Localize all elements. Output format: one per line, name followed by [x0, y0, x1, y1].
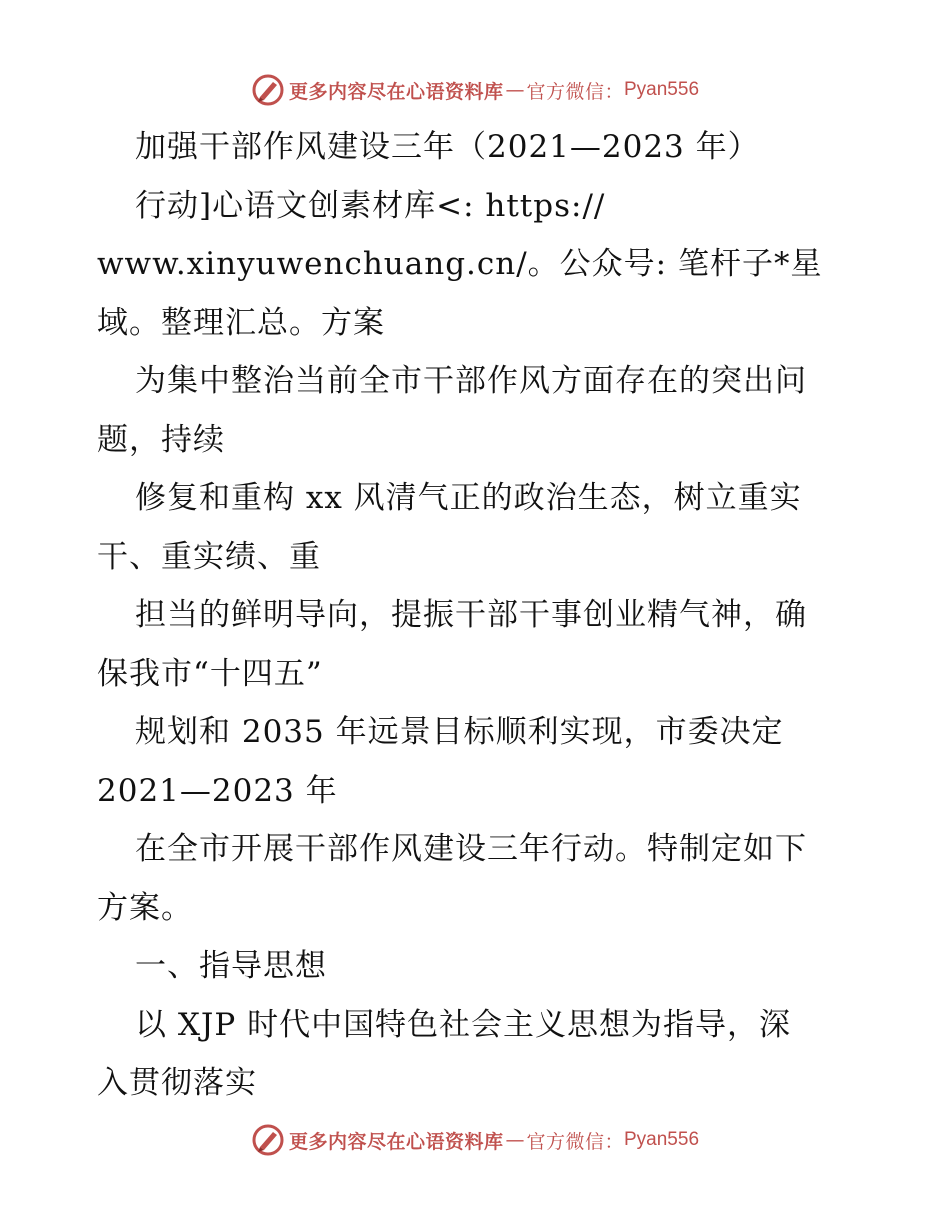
doc-line: 域。整理汇总。方案 [97, 304, 385, 341]
pen-logo-icon [251, 73, 285, 107]
doc-line: 干、重实绩、重 [97, 538, 321, 575]
doc-line: 为集中整治当前全市干部作风方面存在的突出问 [135, 363, 807, 399]
doc-line: 保我市“十四五” [97, 655, 323, 692]
watermark-official-label: 官方微信： [526, 80, 624, 103]
doc-line: 加强干部作风建设三年（2021—2023 年） [135, 129, 760, 165]
section-heading: 一、指导思想 [135, 948, 327, 984]
watermark-separator: — [505, 1129, 525, 1151]
watermark-official-label: 官方微信： [526, 1130, 624, 1153]
watermark-handle: Pyan556 [624, 1129, 700, 1150]
watermark-handle: Pyan556 [624, 79, 700, 100]
doc-line: 在全市开展干部作风建设三年行动。特制定如下 [135, 831, 807, 867]
watermark-promo: 更多内容尽在心语资料库 [288, 80, 504, 103]
header-watermark [0, 70, 950, 110]
doc-line: 2021—2023 年 [97, 772, 338, 809]
doc-line: www.xinyuwenchuang.cn/。公众号: 笔杆子*星 [97, 246, 823, 282]
pen-logo-icon [251, 1123, 285, 1157]
watermark-promo: 更多内容尽在心语资料库 [288, 1130, 504, 1153]
doc-line: 以 XJP 时代中国特色社会主义思想为指导，深 [135, 1006, 792, 1043]
doc-line: 修复和重构 xx 风清气正的政治生态，树立重实 [135, 480, 802, 516]
doc-line: 行动]心语文创素材库<: https:// [135, 187, 606, 224]
doc-line: 入贯彻落实 [97, 1065, 257, 1101]
doc-line: 题，持续 [97, 421, 225, 458]
footer-watermark [0, 1120, 950, 1160]
document-body [97, 118, 857, 1113]
doc-line: 规划和 2035 年远景目标顺利实现，市委决定 [135, 714, 784, 750]
doc-line: 担当的鲜明导向，提振干部干事创业精气神，确 [135, 597, 807, 633]
watermark-separator: — [505, 79, 525, 101]
doc-line: 方案。 [97, 889, 193, 926]
